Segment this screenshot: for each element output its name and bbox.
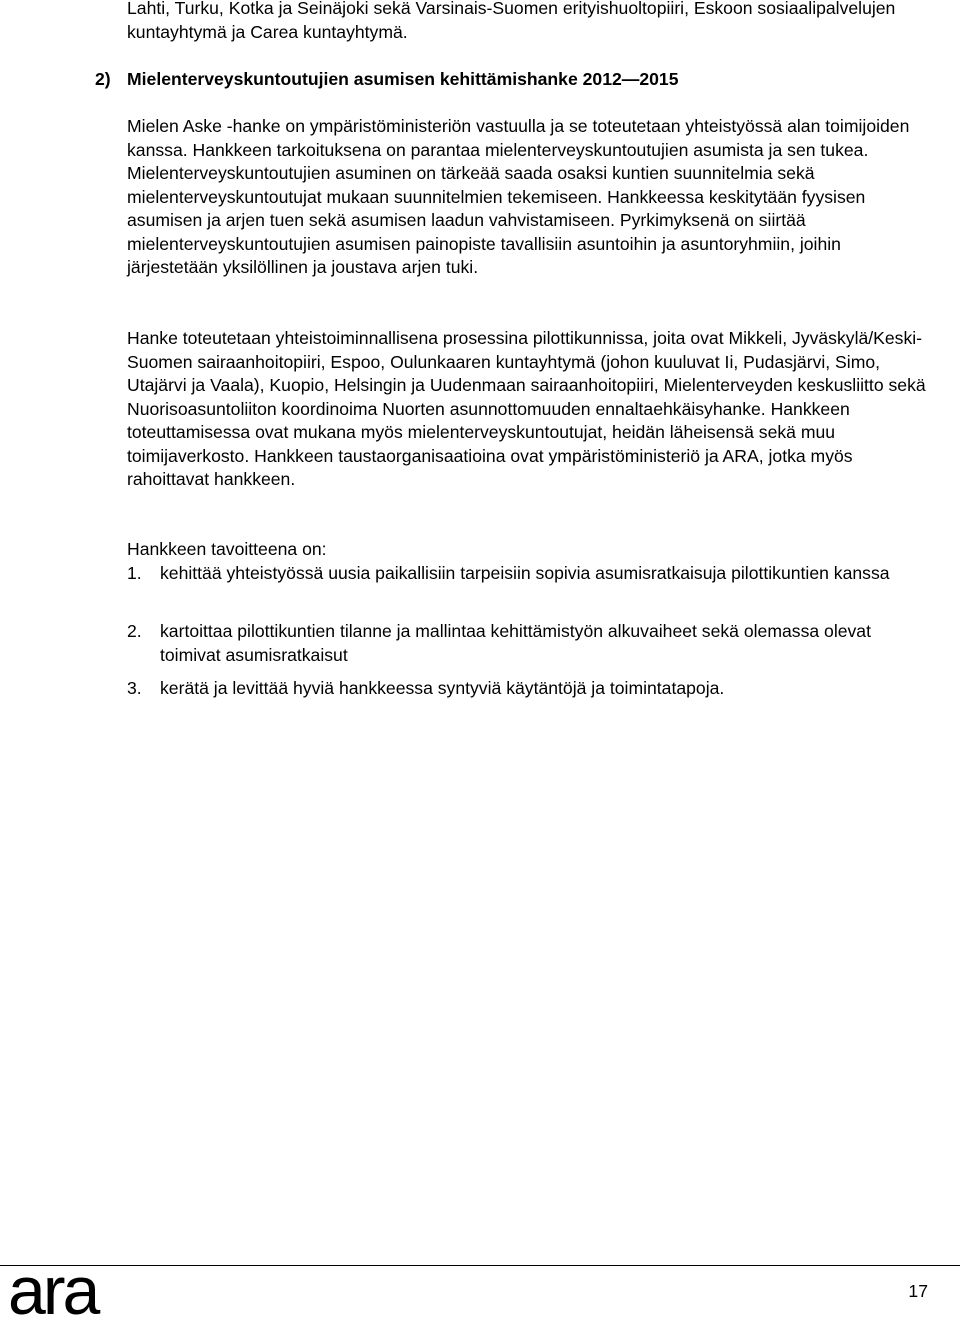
goal-number: 3. bbox=[127, 678, 142, 698]
goal-text: kehittää yhteistyössä uusia paikallisiin tarpeisiin sopivia asumisratkaisuja pilottikuntien kanssa bbox=[160, 563, 890, 583]
goals-intro: Hankkeen tavoitteena on: bbox=[127, 539, 327, 559]
goal-item bbox=[127, 562, 932, 586]
ara-logo bbox=[8, 1262, 108, 1322]
goal-item bbox=[127, 677, 932, 701]
paragraph-1: Mielen Aske -hanke on ympäristöministeriön vastuulla ja se toteutetaan yhteistyössä alan toimijoiden kanssa. Hankkeen tarkoituksena on parantaa mielenterveyskuntoutujien asumista ja sen tukea. Mielenterveyskuntoutujien asuminen on tärkeää saada osaksi kuntien suunnitelmia sekä mielenterveyskuntoutujat mukaan suunnitelmien tekemiseen. Hankkeessa keskitytään fyysisen asumisen ja arjen tuen sekä asumisen laadun vahvistamiseen. Pyrkimyksenä on siirtää mielenterveyskuntoutujien asumisen painopiste tavallisiin asuntoihin ja asuntoryhmiin, joihin järjestetään yksilöllinen ja joustava arjen tuki. bbox=[127, 116, 910, 277]
paragraph-2: Hanke toteutetaan yhteistoiminnallisena prosessina pilottikunnissa, joita ovat Mikkeli, Jyväskylä/Keski-Suomen sairaanhoitopiiri, Espoo, Oulunkaaren kuntayhtymä (johon kuuluvat Ii, Pudasjärvi, Simo, Utajärvi ja Vaala), Kuopio, Helsingin ja Uudenmaan sairaanhoitopiiri, Mielenterveyden keskusliitto sekä Nuorisoasuntoliiton koordinoima Nuorten asunnottomuuden ennaltaehkäisyhanke. Hankkeen toteuttamisessa ovat mukana myös mielenterveyskuntoutujat, heidän läheisensä sekä muu toimijaverkosto. Hankkeen taustaorganisaatioina ovat ympäristöministeriö ja ARA, jotka myös rahoittavat hankkeen. bbox=[127, 328, 926, 489]
section-title: Mielenterveyskuntoutujien asumisen kehittämishanke 2012—2015 bbox=[127, 69, 679, 89]
page-number: 17 bbox=[908, 1281, 928, 1301]
section-heading bbox=[95, 68, 895, 92]
goal-text: kerätä ja levittää hyviä hankkeessa syntyviä käytäntöjä ja toimintatapoja. bbox=[160, 678, 725, 698]
section-number: 2) bbox=[95, 69, 111, 89]
goal-text: kartoittaa pilottikuntien tilanne ja mallintaa kehittämistyön alkuvaiheet sekä olemassa olevat toimivat asumisratkaisut bbox=[160, 621, 871, 665]
goal-item bbox=[127, 620, 932, 667]
goal-number: 2. bbox=[127, 621, 142, 641]
footer-divider bbox=[0, 1265, 960, 1266]
intro-paragraph: Lahti, Turku, Kotka ja Seinäjoki sekä Varsinais-Suomen erityishuoltopiiri, Eskoon sosiaalipalvelujen kuntayhtymä ja Carea kuntayhtymä. bbox=[127, 0, 896, 42]
logo-text: ara bbox=[8, 1262, 98, 1322]
goal-number: 1. bbox=[127, 563, 142, 583]
